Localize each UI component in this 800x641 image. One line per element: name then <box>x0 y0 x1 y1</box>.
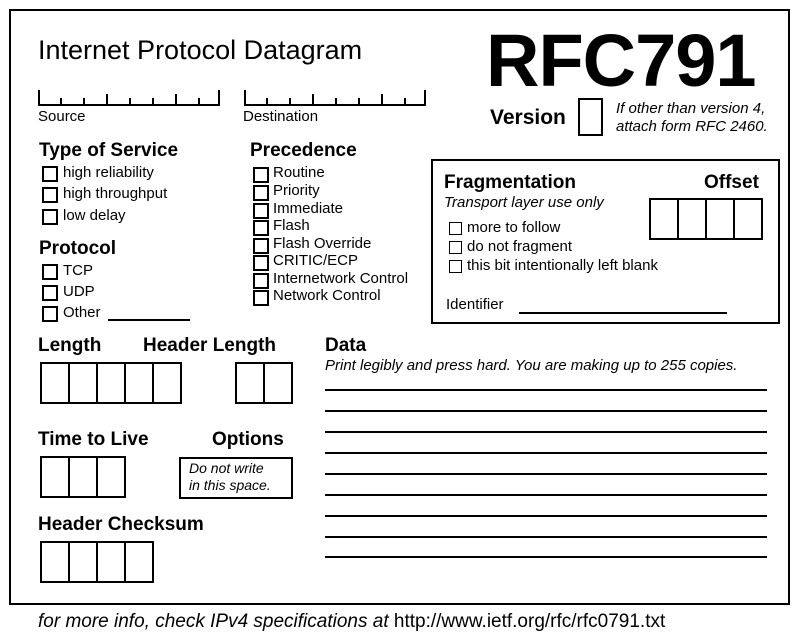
offset-digit-2[interactable] <box>677 198 707 240</box>
header-checksum-label: Header Checksum <box>38 514 204 535</box>
data-line-7[interactable] <box>325 515 767 517</box>
fragmentation-heading: Fragmentation <box>444 172 576 193</box>
precedence-routine-checkbox[interactable] <box>253 167 269 183</box>
protocol-tcp-label: TCP <box>63 262 93 279</box>
version-note-line1: If other than version 4, <box>616 100 766 117</box>
options-note-line2: in this space. <box>189 477 271 493</box>
data-line-8[interactable] <box>325 536 767 538</box>
form-title: Internet Protocol Datagram <box>38 35 363 65</box>
checksum-digit-1[interactable] <box>40 541 70 583</box>
precedence-internetwork-control-checkbox[interactable] <box>253 273 269 289</box>
fragmentation-subtitle: Transport layer use only <box>444 194 604 211</box>
precedence-flash-checkbox[interactable] <box>253 220 269 236</box>
protocol-udp-checkbox[interactable] <box>42 285 58 301</box>
ttl-digit-3[interactable] <box>96 456 126 498</box>
protocol-tcp-checkbox[interactable] <box>42 264 58 280</box>
data-heading: Data <box>325 335 367 356</box>
length-label: Length <box>38 335 102 356</box>
footer-text: for more info, check IPv4 specifications at <box>38 611 394 632</box>
precedence-network-control-checkbox[interactable] <box>253 290 269 306</box>
precedence-immediate-label: Immediate <box>273 200 344 217</box>
header-length-label: Header Length <box>143 335 277 356</box>
options-label: Options <box>212 429 284 450</box>
version-field[interactable] <box>578 98 603 136</box>
offset-label: Offset <box>704 172 759 193</box>
offset-digit-3[interactable] <box>705 198 735 240</box>
options-note-line1: Do not write <box>189 460 264 476</box>
data-line-1[interactable] <box>325 389 767 391</box>
source-ruler[interactable] <box>38 90 220 106</box>
precedence-priority-label: Priority <box>273 182 320 199</box>
source-label: Source <box>38 108 86 125</box>
precedence-flash-label: Flash <box>273 217 310 234</box>
time-to-live-cells <box>40 456 126 498</box>
precedence-heading: Precedence <box>250 140 357 161</box>
precedence-network-control-label: Network Control <box>273 287 381 304</box>
data-instruction: Print legibly and press hard. You are making up to 255 copies. <box>325 357 738 374</box>
time-to-live-label: Time to Live <box>38 429 149 450</box>
length-digit-1[interactable] <box>40 362 70 404</box>
frag-reserved-bit-checkbox[interactable] <box>449 260 462 273</box>
precedence-immediate-checkbox[interactable] <box>253 203 269 219</box>
type-of-service-heading: Type of Service <box>39 140 179 161</box>
offset-digit-1[interactable] <box>649 198 679 240</box>
frag-more-to-follow-checkbox[interactable] <box>449 222 462 235</box>
data-line-5[interactable] <box>325 473 767 475</box>
ttl-digit-2[interactable] <box>68 456 98 498</box>
destination-ruler[interactable] <box>244 90 426 106</box>
identifier-label: Identifier <box>446 296 504 313</box>
header-length-digit-2[interactable] <box>263 362 293 404</box>
tos-low-delay-checkbox[interactable] <box>42 209 58 225</box>
precedence-flash-override-checkbox[interactable] <box>253 238 269 254</box>
version-label: Version <box>490 106 566 129</box>
protocol-other-checkbox[interactable] <box>42 306 58 322</box>
protocol-udp-label: UDP <box>63 283 95 300</box>
header-length-digit-1[interactable] <box>235 362 265 404</box>
ttl-digit-1[interactable] <box>40 456 70 498</box>
version-note-line2: attach form RFC 2460. <box>616 118 768 135</box>
precedence-priority-checkbox[interactable] <box>253 185 269 201</box>
protocol-other-field[interactable] <box>108 319 190 321</box>
header-length-cells <box>235 362 293 404</box>
frag-reserved-bit-label: this bit intentionally left blank <box>467 257 658 274</box>
checksum-digit-4[interactable] <box>124 541 154 583</box>
frag-do-not-fragment-label: do not fragment <box>467 238 573 255</box>
length-digit-2[interactable] <box>68 362 98 404</box>
length-digit-5[interactable] <box>152 362 182 404</box>
rfc-number: RFC791 <box>486 19 756 102</box>
destination-label: Destination <box>243 108 319 125</box>
tos-low-delay-label: low delay <box>63 207 126 224</box>
data-line-6[interactable] <box>325 494 767 496</box>
checksum-digit-2[interactable] <box>68 541 98 583</box>
length-digit-4[interactable] <box>124 362 154 404</box>
protocol-heading: Protocol <box>39 238 117 259</box>
length-digit-3[interactable] <box>96 362 126 404</box>
tos-high-throughput-checkbox[interactable] <box>42 187 58 203</box>
data-line-2[interactable] <box>325 410 767 412</box>
frag-do-not-fragment-checkbox[interactable] <box>449 241 462 254</box>
footer <box>38 611 665 633</box>
offset-digit-4[interactable] <box>733 198 763 240</box>
identifier-field[interactable] <box>519 312 727 314</box>
footer-url-link[interactable]: http://www.ietf.org/rfc/rfc0791.txt <box>393 611 666 632</box>
data-line-3[interactable] <box>325 431 767 433</box>
data-line-9[interactable] <box>325 556 767 558</box>
precedence-flash-override-label: Flash Override <box>273 235 372 252</box>
precedence-critic-ecp-checkbox[interactable] <box>253 255 269 271</box>
precedence-internetwork-control-label: Internetwork Control <box>273 270 409 287</box>
header-checksum-cells <box>40 541 154 583</box>
checksum-digit-3[interactable] <box>96 541 126 583</box>
precedence-critic-ecp-label: CRITIC/ECP <box>273 252 359 269</box>
protocol-other-label: Other <box>63 304 101 321</box>
tos-high-reliability-checkbox[interactable] <box>42 166 58 182</box>
tos-high-reliability-label: high reliability <box>63 164 154 181</box>
data-line-4[interactable] <box>325 452 767 454</box>
precedence-routine-label: Routine <box>273 164 325 181</box>
offset-cells <box>649 198 763 240</box>
frag-more-to-follow-label: more to follow <box>467 219 561 236</box>
tos-high-throughput-label: high throughput <box>63 185 168 202</box>
length-cells <box>40 362 182 404</box>
